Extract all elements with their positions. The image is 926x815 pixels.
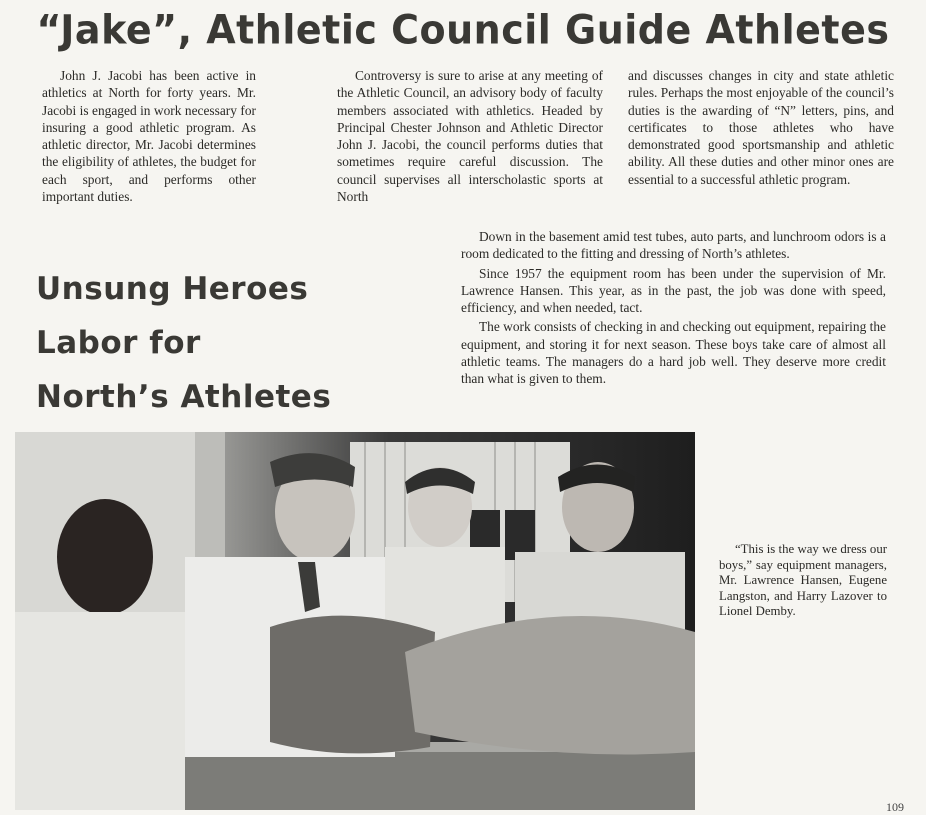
council-column-continued (628, 67, 894, 188)
section-subheadline (36, 262, 331, 424)
equipment-paragraph-3: The work consists of checking in and checking out equipment, repairing the equipment, and storing it for next season. These boys take care of almost all athletic teams. The managers do a hard job well. They deserve more credit than what is given to them. (461, 319, 886, 387)
page-headline: “Jake”, Athletic Council Guide Athletes (36, 6, 890, 54)
jacobi-column (42, 67, 256, 205)
photo-caption: “This is the way we dress our boys,” say equipment managers, Mr. Lawrence Hansen, Eugene Langston, and Harry Lazover to Lionel Demby. (719, 542, 887, 619)
equipment-room-article (461, 228, 886, 390)
council-paragraph: Controversy is sure to arise at any meeting of the Athletic Council, an advisory body of faculty members associated with athletics. Headed by Principal Chester Johnson and Athletic Director John J. Jacobi, the council performs duties that sometimes require careful discussion. The council supervises all interscholastic sports at North (337, 68, 603, 205)
equipment-room-photo (15, 432, 695, 810)
council-column (337, 67, 603, 205)
photo-illustration (15, 432, 695, 810)
council-paragraph-continued: and discusses changes in city and state athletic rules. Perhaps the most enjoyable of the council’s duties is the awarding of “N” letters, pins, and certificates to those athletes who have demonstrated good sportsmanship and athletic ability. All these duties and other minor ones are essential to a successful athletic program. (628, 68, 894, 187)
equipment-paragraph-1: Down in the basement amid test tubes, auto parts, and lunchroom odors is a room dedicated to the fitting and dressing of North’s athletes. (461, 229, 886, 262)
jacobi-paragraph: John J. Jacobi has been active in athletics at North for forty years. Mr. Jacobi is engaged in work necessary for insuring a good athletic program. As athletic director, Mr. Jacobi determines the eligibility of athletes, the budget for each sport, and performs other important duties. (42, 68, 256, 205)
subheadline-line-1: Unsung Heroes (36, 271, 309, 307)
subheadline-line-2: Labor for (36, 325, 201, 361)
page-number: 109 (886, 800, 904, 814)
equipment-paragraph-2: Since 1957 the equipment room has been under the supervision of Mr. Lawrence Hansen. This year, as in the past, the job was done with speed, efficiency, and when needed, tact. (461, 265, 886, 316)
subheadline-line-3: North’s Athletes (36, 379, 332, 415)
